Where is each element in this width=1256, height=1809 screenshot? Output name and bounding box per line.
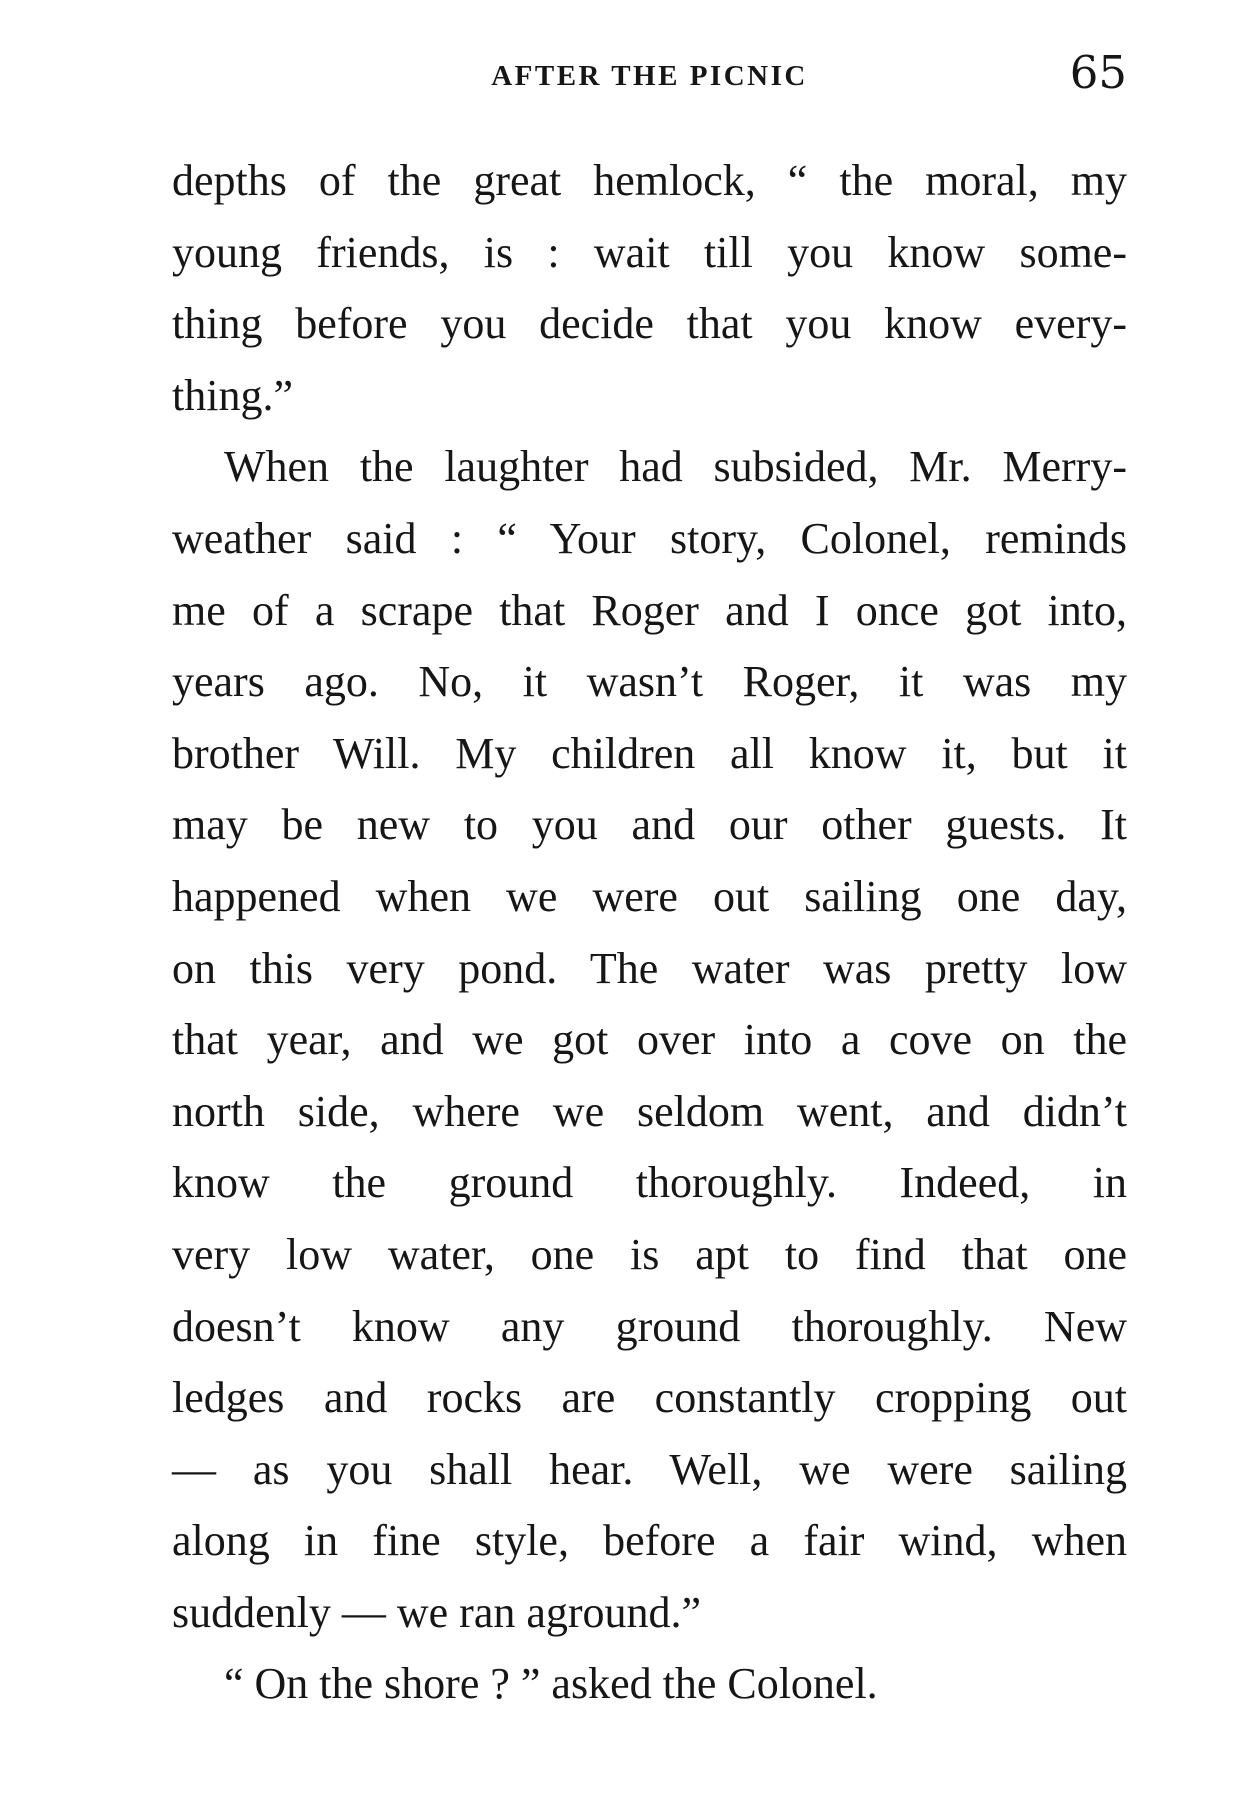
- text-line: know the ground thoroughly. Indeed, in: [172, 1158, 1127, 1208]
- text-line: may be new to you and our other guests. It: [172, 800, 1127, 850]
- text-line: me of a scrape that Roger and I once got into,: [172, 585, 1127, 635]
- text-line: When the laughter had subsided, Mr. Merry-: [224, 442, 1127, 492]
- text-line: “ On the shore ? ” asked the Colonel.: [224, 1659, 878, 1709]
- text-line: along in fine style, before a fair wind, when: [172, 1516, 1127, 1566]
- text-line: happened when we were out sailing one day,: [172, 871, 1127, 921]
- text-line: thing.”: [172, 370, 293, 420]
- text-line: young friends, is : wait till you know some-: [172, 227, 1127, 277]
- body-text: [172, 145, 1127, 1720]
- text-line: years ago. No, it wasn’t Roger, it was my: [172, 657, 1127, 707]
- text-line: doesn’t know any ground thoroughly. New: [172, 1301, 1127, 1351]
- text-line: weather said : “ Your story, Colonel, reminds: [172, 513, 1127, 563]
- text-line: ledges and rocks are constantly cropping out: [172, 1373, 1127, 1423]
- page-number: 65: [1069, 46, 1127, 99]
- text-line: that year, and we got over into a cove on the: [172, 1015, 1127, 1065]
- text-line: — as you shall hear. Well, we were sailing: [172, 1444, 1127, 1494]
- running-head: [172, 44, 1127, 104]
- text-line: on this very pond. The water was pretty low: [172, 943, 1127, 993]
- text-line: suddenly — we ran aground.”: [172, 1587, 702, 1637]
- text-line: brother Will. My children all know it, but it: [172, 728, 1127, 778]
- text-line: depths of the great hemlock, “ the moral, my: [172, 156, 1127, 205]
- text-line: north side, where we seldom went, and didn’t: [172, 1086, 1127, 1136]
- text-line: very low water, one is apt to find that one: [172, 1229, 1127, 1279]
- running-title: AFTER THE PICNIC: [491, 60, 808, 92]
- text-line: thing before you decide that you know every-: [172, 299, 1127, 349]
